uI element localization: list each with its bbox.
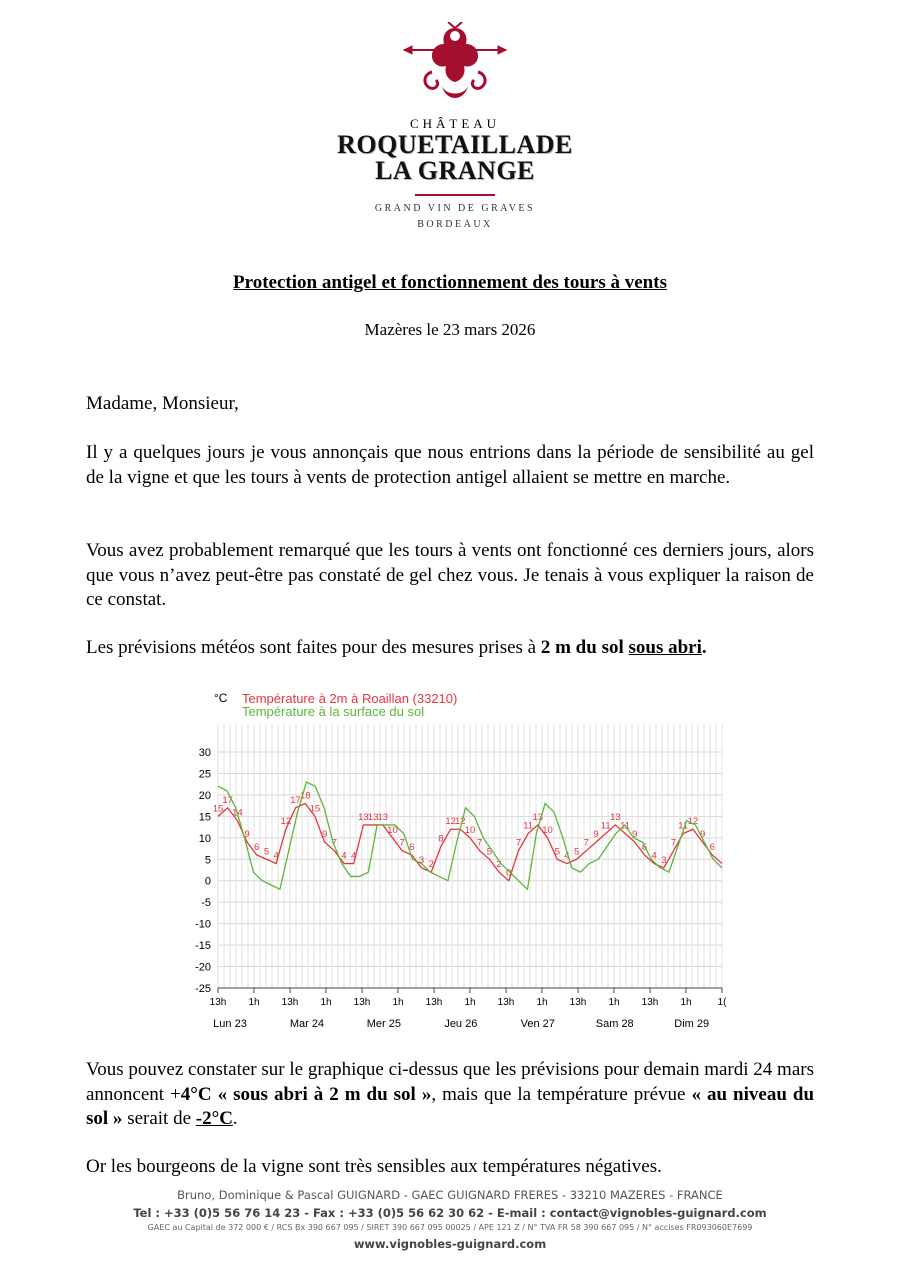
- y-tick-label: 0: [204, 875, 211, 888]
- day-label: Jeu 26: [444, 1018, 478, 1030]
- y-tick-label: -5: [201, 897, 211, 910]
- data-point-label: 7: [477, 837, 483, 849]
- data-point-label: 12: [455, 816, 466, 828]
- logo-divider: [415, 194, 495, 196]
- data-point-label: 13: [358, 811, 369, 823]
- day-label: Mar 24: [289, 1018, 325, 1030]
- logo-la-grange: LA GRANGE: [375, 156, 535, 185]
- x-tick-label: 1h: [248, 997, 260, 1008]
- chateau-logo: [330, 22, 580, 230]
- data-point-label: 0: [506, 867, 512, 879]
- data-point-label: 13: [532, 811, 544, 823]
- data-point-label: 7: [515, 837, 522, 849]
- paragraph-1: Il y a quelques jours je vous annonçais que nous entrions dans la période de sensibilité au gel de la vigne et que les tours à vents de protection antigel allaient se mettre en marche.: [86, 442, 814, 488]
- x-tick-label: 13h: [497, 997, 515, 1008]
- data-point-label: 7: [670, 837, 677, 849]
- data-point-label: 12: [445, 816, 456, 828]
- data-point-label: 14: [232, 807, 243, 819]
- data-point-label: 6: [409, 841, 415, 853]
- day-label: Sam 28: [595, 1018, 634, 1030]
- y-tick-label: -10: [195, 918, 211, 931]
- x-tick-label: 1h: [608, 997, 620, 1008]
- y-tick-label: -20: [195, 961, 211, 974]
- data-point-label: 11: [600, 820, 611, 832]
- chart-svg: [180, 688, 728, 1033]
- data-point-label: 6: [709, 841, 715, 853]
- data-point-label: 13: [367, 811, 379, 823]
- x-tick-label: 13h: [209, 997, 227, 1008]
- data-point-label: 7: [583, 837, 589, 849]
- document-title: Protection antigel et fonctionnement des tours à vents: [233, 272, 667, 293]
- y-tick-label: 5: [204, 854, 211, 867]
- x-tick-label: 1h: [392, 997, 404, 1008]
- data-point-label: 6: [254, 841, 260, 853]
- data-point-label: 4: [273, 850, 279, 862]
- logo-tagline: GRAND VIN DE GRAVES: [374, 203, 536, 214]
- day-label: Lun 23: [213, 1018, 247, 1030]
- legend-series-1: Température à 2m à Roaillan (33210): [242, 691, 458, 706]
- data-point-label: 10: [464, 824, 476, 836]
- y-tick-label: 10: [198, 832, 211, 845]
- data-point-label: 10: [542, 824, 553, 836]
- data-point-label: 9: [244, 829, 250, 841]
- data-point-label: 8: [438, 833, 444, 845]
- data-point-label: 12: [280, 816, 292, 828]
- data-point-label: 11: [678, 820, 689, 832]
- paragraph-2: Vous avez probablement remarqué que les tours à vents ont fonctionné ces derniers jours, alors que vous n’avez peut-être pas constaté de gel chez vous. Je tenais à vous expliquer la raison de ce constat.: [86, 540, 814, 610]
- data-point-label: 10: [387, 824, 398, 836]
- logo-roquetaillade: ROQUETAILLADE: [337, 130, 573, 159]
- paragraph-3: Les prévisions météos sont faites pour des mesures prises à 2 m du sol sous abri.: [86, 637, 707, 658]
- x-tick-label: 13h: [569, 997, 587, 1008]
- day-label: Mer 25: [366, 1018, 402, 1030]
- data-point-label: 4: [651, 850, 657, 862]
- logo-chateau: CHÂTEAU: [409, 116, 501, 131]
- data-point-label: 13: [610, 811, 621, 823]
- data-point-label: 15: [309, 803, 321, 815]
- data-point-label: 5: [573, 846, 580, 858]
- data-point-label: 17: [222, 794, 233, 806]
- data-point-label: 12: [687, 816, 699, 828]
- data-point-label: 17: [290, 794, 301, 806]
- day-label: Dim 29: [674, 1018, 710, 1030]
- paragraph-4: Vous pouvez constater sur le graphique ci-dessus que les prévisions pour demain mardi 24 mars annoncent +4°C « sous abri à 2 m du sol », mais que la température prévue « au niveau du sol » serait de -2°C.: [86, 1059, 815, 1129]
- data-point-label: 4: [564, 850, 570, 862]
- footer-legal: GAEC au Capital de 372 000 € / RCS Bx 390 667 095 / SIRET 390 667 095 00025 / APE 121 Z / N° TVA FR 58 390 667 095 / N° accises FR093060E7699: [147, 1223, 753, 1232]
- x-tick-label: 13h: [425, 997, 443, 1008]
- greeting: Madame, Monsieur,: [86, 393, 239, 414]
- data-point-label: 9: [632, 829, 638, 841]
- x-tick-label: 1(: [717, 997, 727, 1008]
- data-point-label: 4: [351, 850, 357, 862]
- footer-names: Bruno, Dominique & Pascal GUIGNARD - GAEC GUIGNARD FRERES - 33210 MAZERES - FRANCE: [177, 1188, 723, 1202]
- data-point-label: 9: [699, 829, 706, 841]
- data-point-label: 18: [299, 790, 311, 802]
- data-point-label: 7: [399, 837, 405, 849]
- y-tick-label: -15: [195, 940, 211, 953]
- data-point-label: 5: [486, 846, 493, 858]
- data-point-label: 3: [661, 854, 667, 866]
- data-point-label: 11: [620, 820, 631, 832]
- data-point-label: 9: [593, 829, 599, 841]
- day-label: Ven 27: [520, 1018, 555, 1030]
- x-tick-label: 1h: [464, 997, 476, 1008]
- data-point-label: 2: [496, 859, 502, 871]
- y-tick-label: 25: [198, 768, 211, 781]
- document-date: Mazères le 23 mars 2026: [364, 320, 536, 339]
- x-tick-label: 1h: [680, 997, 692, 1008]
- logo-region: BORDEAUX: [417, 219, 493, 230]
- data-point-label: 6: [641, 841, 648, 853]
- x-tick-label: 1h: [536, 997, 548, 1008]
- data-point-label: 4: [341, 850, 347, 862]
- x-tick-label: 13h: [281, 997, 299, 1008]
- data-point-label: 7: [331, 837, 337, 849]
- y-unit-label: °C: [214, 691, 228, 705]
- footer-contact: Tel : +33 (0)5 56 76 14 23 - Fax : +33 (0)5 56 62 30 62 - E-mail : contact@vignobles-guignard.com: [133, 1206, 767, 1220]
- data-point-label: 13: [377, 811, 389, 823]
- y-tick-label: 20: [198, 789, 211, 802]
- footer-website[interactable]: www.vignobles-guignard.com: [353, 1237, 547, 1251]
- y-tick-label: 15: [198, 811, 211, 824]
- x-tick-label: 13h: [353, 997, 371, 1008]
- y-tick-label: 30: [198, 747, 211, 759]
- y-tick-label: -25: [195, 983, 211, 995]
- legend-series-2: Température à la surface du sol: [242, 704, 425, 719]
- data-point-label: 3: [418, 854, 425, 866]
- coat-of-arms-icon: [402, 22, 508, 110]
- data-point-label: 2: [428, 859, 434, 871]
- x-tick-label: 13h: [641, 997, 659, 1008]
- x-tick-label: 1h: [320, 997, 332, 1008]
- paragraph-5: Or les bourgeons de la vigne sont très sensibles aux températures négatives.: [86, 1156, 662, 1177]
- temperature-chart: [180, 688, 728, 1033]
- data-point-label: 5: [554, 846, 560, 858]
- data-point-label: 11: [523, 820, 534, 832]
- data-point-label: 9: [321, 829, 328, 841]
- data-point-label: 15: [212, 803, 224, 815]
- data-point-label: 5: [263, 846, 270, 858]
